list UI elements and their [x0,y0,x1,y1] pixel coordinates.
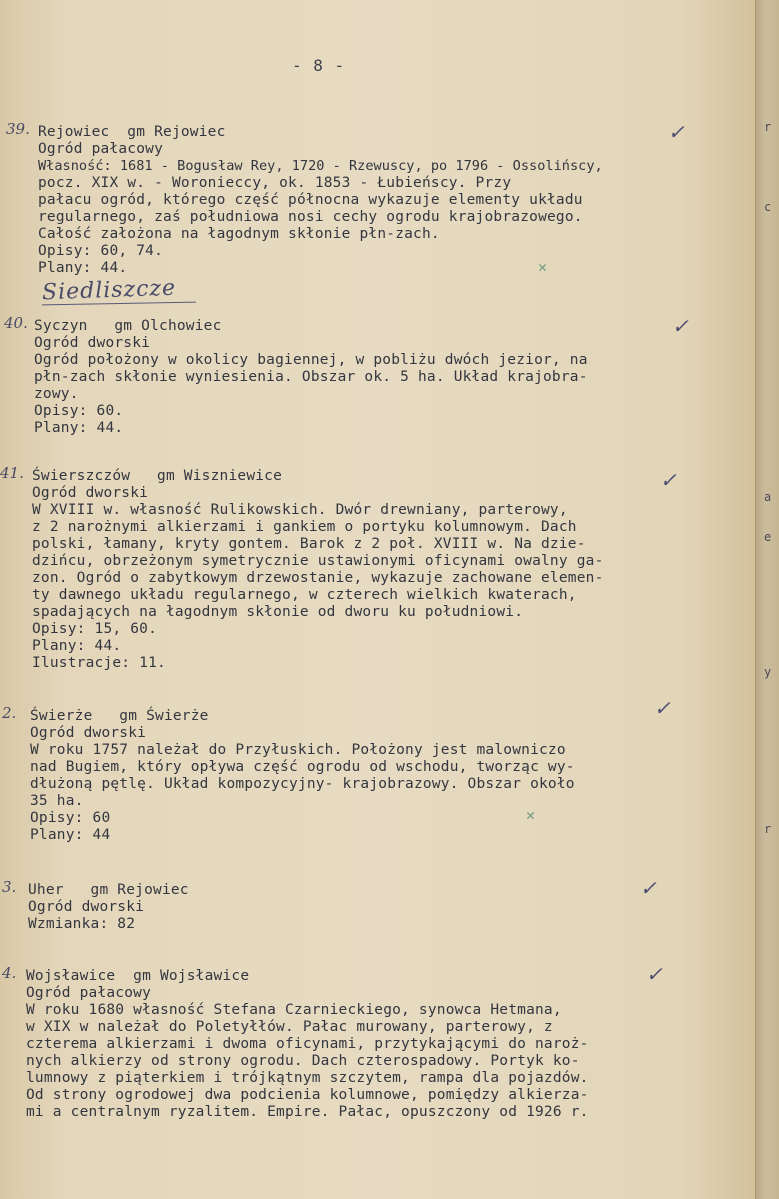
entry-number: 4. [2,964,17,982]
edge-mark: r [764,822,772,836]
next-page-edge [755,0,779,1199]
entry-line: Od strony ogrodowej dwa podcienia kolumnowe, pomiędzy alkierza- [26,1087,589,1103]
entry-line: Całość założona na łagodnym skłonie płn-zach. [38,226,440,242]
edge-mark: e [764,530,772,544]
entry-heading: Świerszczów gm Wiszniewice [32,468,283,484]
entry-heading: Rejowiec gm Rejowiec [38,124,226,140]
entry-line: 35 ha. [30,793,84,809]
entry-line: polski, łamany, kryty gontem. Barok z 2 poł. XVIII w. Na dzie- [32,536,586,552]
entry-line: ty dawnego układu regularnego, w czterech wielkich kwaterach, [32,587,577,603]
check-mark-icon: ✓ [668,120,685,144]
cross-mark-icon: ✕ [526,806,536,824]
check-mark-icon: ✓ [654,696,671,720]
entry-line: w XIX w należał do Poletyłłów. Pałac murowany, parterowy, z [26,1019,553,1035]
entry-line: dzińcu, obrzeżonym symetrycznie ustawionymi oficynami owalny ga- [32,553,604,569]
entry-line: nych alkierzy od strony ogrodu. Dach czterospadowy. Portyk ko- [26,1053,580,1069]
handwritten-note: Siedliszcze [41,275,177,306]
entry-line: Plany: 44 [30,827,111,843]
entry-number: 40. [4,314,28,332]
entry-line: Ogród położony w okolicy bagiennej, w pobliżu dwóch jezior, na [34,352,588,368]
entry-line: czterema alkierzami i dwoma oficynami, przytykającymi do naroż- [26,1036,589,1052]
check-mark-icon: ✓ [672,314,689,338]
check-mark-icon: ✓ [640,876,657,900]
entry-line: lumnowy z piąterkiem i trójkątnym szczytem, rampa dla pojazdów. [26,1070,589,1086]
entry-number: 3. [2,878,17,896]
entry-line: Opisy: 60 [30,810,111,826]
check-mark-icon: ✓ [660,468,677,492]
entry-heading: Syczyn gm Olchowiec [34,318,222,334]
entry-line: płn-zach skłonie wyniesienia. Obszar ok. 5 ha. Układ krajobra- [34,369,588,385]
entry-line: zowy. [34,386,79,402]
entry-line: W roku 1680 własność Stefana Czarnieckiego, synowca Hetmana, [26,1002,562,1018]
cross-mark-icon: ✕ [538,258,548,276]
edge-mark: a [764,490,772,504]
entry-line: Wzmianka: 82 [28,916,136,932]
entry-heading: Uher gm Rejowiec [28,882,189,898]
entry-line: Ogród dworski [32,485,149,501]
entry-line: Opisy: 60, 74. [38,243,164,259]
entry-line: z 2 narożnymi alkierzami i gankiem o portyku kolumnowym. Dach [32,519,577,535]
entry-line: Ilustracje: 11. [32,655,166,671]
entry-number: 39. [6,120,30,138]
entry-line: Ogród pałacowy [38,141,164,157]
entry-line: Ogród dworski [34,335,151,351]
entry-line: spadających na łagodnym skłonie od dworu ku południowi. [32,604,524,620]
edge-mark: r [764,120,772,134]
entry-line: Plany: 44. [32,638,122,654]
entry-line: Opisy: 60. [34,403,124,419]
entry-number: 2. [2,704,17,722]
page-number: - 8 - [292,56,346,75]
entry-line: regularnego, zaś południowa nosi cechy ogrodu krajobrazowego. [38,209,583,225]
edge-mark: c [764,200,772,214]
entry-line: dłużoną pętlę. Układ kompozycyjny- krajobrazowy. Obszar około [30,776,575,792]
entry-number: 41. [0,464,24,482]
entry-heading: Świerże gm Świerże [30,708,209,724]
entry-line: Opisy: 15, 60. [32,621,158,637]
entry-line: Plany: 44. [38,260,128,276]
entry-line: zon. Ogród o zabytkowym drzewostanie, wykazuje zachowane elemen- [32,570,604,586]
entry-line: Plany: 44. [34,420,124,436]
entry-line: mi a centralnym ryzalitem. Empire. Pałac, opuszczony od 1926 r. [26,1104,589,1120]
entry-line: nad Bugiem, który opływa część ogrodu od wschodu, tworząc wy- [30,759,575,775]
check-mark-icon: ✓ [646,962,663,986]
entry-line: Ogród dworski [28,899,145,915]
entry-line: Własność: 1681 - Bogusław Rey, 1720 - Rzewuscy, po 1796 - Ossolińscy, [38,158,603,174]
entry-line: pałacu ogród, którego część północna wykazuje elementy układu [38,192,583,208]
edge-mark: y [764,665,772,679]
entry-line: Ogród dworski [30,725,147,741]
entry-line: Ogród pałacowy [26,985,152,1001]
entry-heading: Wojsławice gm Wojsławice [26,968,250,984]
entry-line: W roku 1757 należał do Przyłuskich. Położony jest malowniczo [30,742,566,758]
entry-line: pocz. XIX w. - Woronieccy, ok. 1853 - Łubieńscy. Przy [38,175,512,191]
entry-line: W XVIII w. własność Rulikowskich. Dwór drewniany, parterowy, [32,502,568,518]
